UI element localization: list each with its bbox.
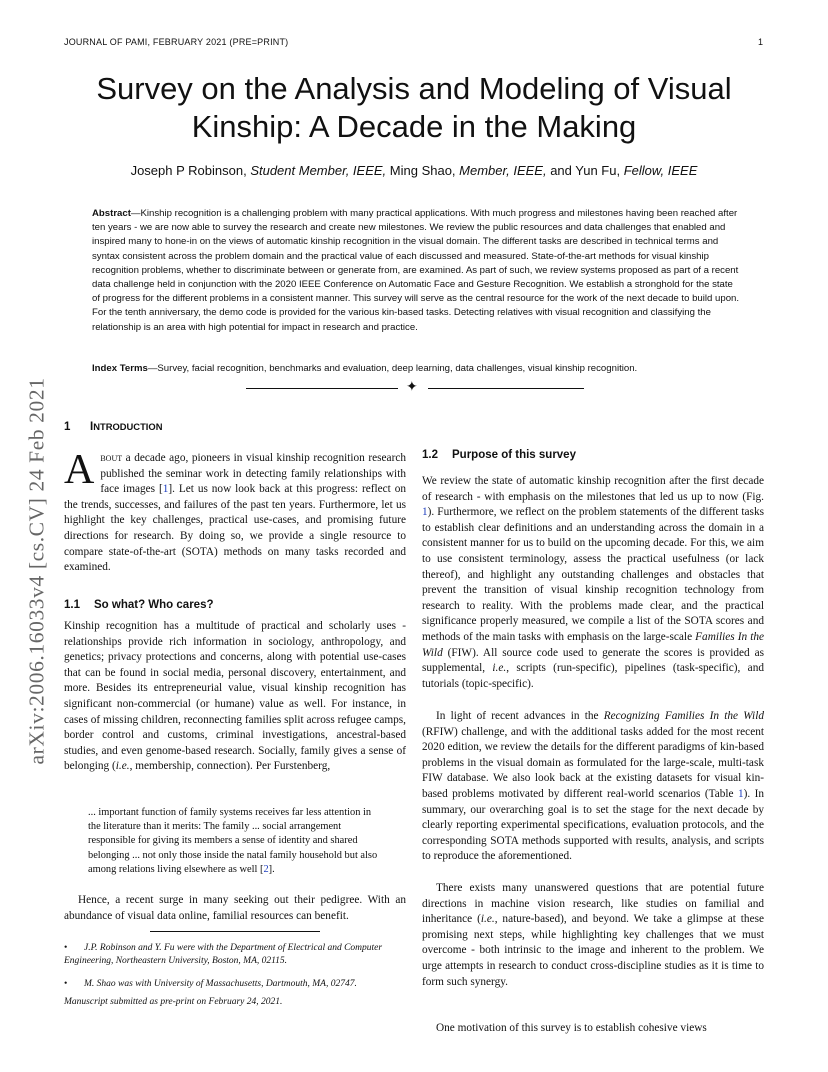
body-text: , membership, connection). Per Furstenberg, bbox=[129, 760, 331, 773]
author-list bbox=[64, 163, 764, 178]
block-quote bbox=[88, 806, 380, 877]
body-text: In light of recent advances in the bbox=[436, 710, 604, 722]
section-title-first: I bbox=[90, 421, 94, 433]
body-text: (FIW). All source code used to generate the scores is provided as supplemental, bbox=[422, 646, 764, 675]
section-title-rest: NTRODUCTION bbox=[93, 421, 163, 432]
author-name: and Yun Fu, bbox=[546, 163, 624, 178]
author-role: Member, IEEE, bbox=[459, 163, 547, 178]
body-text-italic: i.e. bbox=[115, 760, 130, 773]
footnote-rule bbox=[150, 931, 320, 932]
body-text: (RFIW) challenge, and with the additional tasks added for the most recent 2020 edition, we review the details for the different paradigms of kin-based problems in the visual domain as formulated for the large-scale, multi-task FIW database. We also look back at the existing datasets for visual kin-based problems motivated by different real-world scenarios (Table bbox=[422, 725, 764, 800]
index-terms bbox=[92, 362, 742, 376]
arxiv-stamp: arXiv:2006.16033v4 [cs.CV] 24 Feb 2021 bbox=[24, 377, 49, 765]
so-what-paragraph bbox=[64, 619, 406, 775]
paper-title bbox=[64, 70, 764, 146]
footnote-affiliation-2 bbox=[64, 978, 406, 991]
purpose-paragraph-2 bbox=[422, 709, 764, 865]
intro-text: a decade ago, pioneers in visual kinship recognition research published the seminar work in detecting family relationships with face images [ bbox=[100, 452, 406, 496]
subsection-number: 1.2 bbox=[422, 449, 438, 461]
footnote-text: M. Shao was with University of Massachusetts, Dartmouth, MA, 02747. bbox=[84, 979, 357, 989]
bullet-icon: • bbox=[64, 943, 68, 953]
author-name: Ming Shao, bbox=[386, 163, 460, 178]
surge-paragraph: Hence, a recent surge in many seeking out their pedigree. With an abundance of visual data online, familial resources can benefit. bbox=[64, 894, 406, 922]
quote-text: ]. bbox=[268, 863, 275, 875]
index-terms-label: Index Terms bbox=[92, 363, 148, 374]
paper-title-line2: Kinship: A Decade in the Making bbox=[191, 109, 637, 144]
body-text: There exists many unanswered questions that are potential future directions in machine vision research, like studies on familial and inheritance ( bbox=[422, 882, 764, 926]
divider-diamond-icon: ✦ bbox=[406, 379, 418, 395]
index-terms-text: —Survey, facial recognition, benchmarks and evaluation, deep learning, data challenges, visual kinship recognition. bbox=[147, 363, 638, 374]
bullet-icon: • bbox=[64, 979, 68, 989]
abstract bbox=[92, 207, 742, 335]
purpose-paragraph-4: One motivation of this survey is to establish cohesive views bbox=[436, 1022, 707, 1034]
smallcaps-lead: bout bbox=[100, 452, 123, 464]
subsection-heading-so-what bbox=[64, 599, 406, 611]
purpose-paragraph-1 bbox=[422, 474, 764, 692]
author-name: Joseph P Robinson, bbox=[130, 163, 251, 178]
divider-line-right bbox=[428, 388, 584, 389]
body-text-italic: Families In the Wild bbox=[422, 630, 764, 659]
manuscript-note: Manuscript submitted as pre-print on February 24, 2021. bbox=[64, 997, 283, 1007]
section-number: 1 bbox=[64, 421, 71, 433]
body-text: ). In summary, our overarching goal is to set the stage for the next decade by clearly reporting experimental specifications, evaluation protocols, and the corresponding SOTA methods supported with results, analysis, and scripts to reproduce the aforementioned. bbox=[422, 787, 764, 863]
section-heading-introduction bbox=[64, 421, 406, 433]
abstract-text: —Kinship recognition is a challenging problem with many practical applications. With much progress and milestones having been reached after ten years - we are now able to survey the research and create new milestones. We review the public resources and data challenges that enabled and inspired many to hone-in on the views of automatic kinship recognition in the visual domain. The different tasks are described in technical terms and syntax consistent across the problem domain and the practical value of each discussed and measured. State-of-the-art methods for visual kinship recognition problems, whether to discriminate between or generate from, are examined. As part of such, we review systems proposed as part of a recent data challenge held in conjunction with the 2020 IEEE Conference on Automatic Face and Gesture Recognition. We establish a stronghold for the state of progress for the different problems in a consistent manner. This survey will serve as the central resource for the work of the next decade to build upon. For the tenth anniversary, the demo code is provided for the various kin-based tasks. Detecting relatives with visual recognition and classifying the relationship is an area with high potential for impact in research and practice. bbox=[92, 208, 740, 333]
page-number: 1 bbox=[758, 37, 764, 47]
body-text: , scripts (run-specific), pipelines (task-specific), and tutorials (topic-specific). bbox=[422, 662, 764, 690]
figure-link[interactable]: 1 bbox=[422, 506, 428, 519]
subsection-title: So what? Who cares? bbox=[94, 599, 214, 611]
table-link[interactable]: 1 bbox=[737, 787, 744, 800]
body-text: ). Furthermore, we reflect on the problem statements of the different tasks to establish clear definitions and an understanding across the domain in a consistent manner for us to build on the upcoming decade. For this, we aim to use consistent terminology, assess the practical usefulness (or lack thereof), and highlight any outstanding challenges and obstacles that prevent the transition of visual kinship recognition technology from research to reality. With the problems made clear, and the practical significance properly measured, we compile a list of the SOTA scores and methods of the main tasks with emphasis on the large-scale bbox=[422, 506, 764, 643]
arxiv-stamp-container bbox=[22, 292, 49, 765]
body-text: , nature-based), and beyond. We take a glimpse at these promising next steps, while highlighting key challenges that we must overcome - both intrinsic to the image and inherent to the problem. We urge attempts in research to conduct cross-discipline studies as it is time to form such synergy. bbox=[422, 913, 764, 988]
quote-text: ... important function of family systems receives far less attention in the literature than it merits: The family ... social arrangement responsible for giving its members a sense of identity and shared belonging ... not only those inside the natal family household but also among relations living elsewhere as well [ bbox=[88, 807, 378, 875]
intro-text: ]. Let us now look back at this progress: reflect on the trends, successes, and failures of the past ten years. Furthermore, let us highlight the key challenges, practical use-cases, and promising future directions for research. By doing so, we provide a single resource to compare state-of-the-art (SOTA) methods on many tasks recorded and examined. bbox=[64, 483, 406, 574]
body-text-italic: i.e. bbox=[480, 913, 495, 926]
citation-link[interactable]: 2 bbox=[263, 863, 269, 875]
author-role: Student Member, IEEE, bbox=[250, 163, 387, 178]
purpose-paragraph-3 bbox=[422, 881, 764, 990]
drop-cap: A bbox=[64, 447, 95, 493]
subsection-title: Purpose of this survey bbox=[452, 449, 576, 461]
body-text: Kinship recognition has a multitude of practical and scholarly uses - relationships provide rich information in sociology, anthropology, and genetics; privacy protections and concerns, along with potential use-cases that can be found in social media, personal discovery, entertainment, and more. Besides its entrepreneurial value, visual kinship recognition has significant non-commercial (or humane) value as well. For instance, in cases of missing children, reconnecting families split across refugee camps, border control and customs, criminal investigations, ancestral-based studies, and even genome-based research. Socially, family gives a sense of belonging ( bbox=[64, 620, 406, 773]
footnote-text: J.P. Robinson and Y. Fu were with the Department of Electrical and Computer Engineering, Northeastern University, Boston, MA, 02115. bbox=[64, 943, 383, 966]
body-text: We review the state of automatic kinship recognition after the first decade of research - with emphasis on the milestones that led us up to now (Fig. bbox=[422, 475, 764, 503]
subsection-number: 1.1 bbox=[64, 599, 80, 611]
body-text-italic: i.e. bbox=[492, 662, 507, 675]
intro-paragraph bbox=[64, 447, 406, 576]
running-header: JOURNAL OF PAMI, FEBRUARY 2021 (PRE=PRINT) bbox=[64, 37, 289, 47]
body-text-italic: Recognizing Families In the Wild bbox=[603, 710, 764, 722]
abstract-label: Abstract bbox=[92, 208, 131, 219]
footnote-affiliation-1 bbox=[64, 942, 406, 968]
citation-link[interactable]: 1 bbox=[162, 483, 169, 496]
divider-line-left bbox=[246, 388, 398, 389]
paper-title-line1: Survey on the Analysis and Modeling of Visual bbox=[96, 71, 732, 106]
author-role: Fellow, IEEE bbox=[623, 163, 698, 178]
subsection-heading-purpose bbox=[422, 449, 764, 461]
